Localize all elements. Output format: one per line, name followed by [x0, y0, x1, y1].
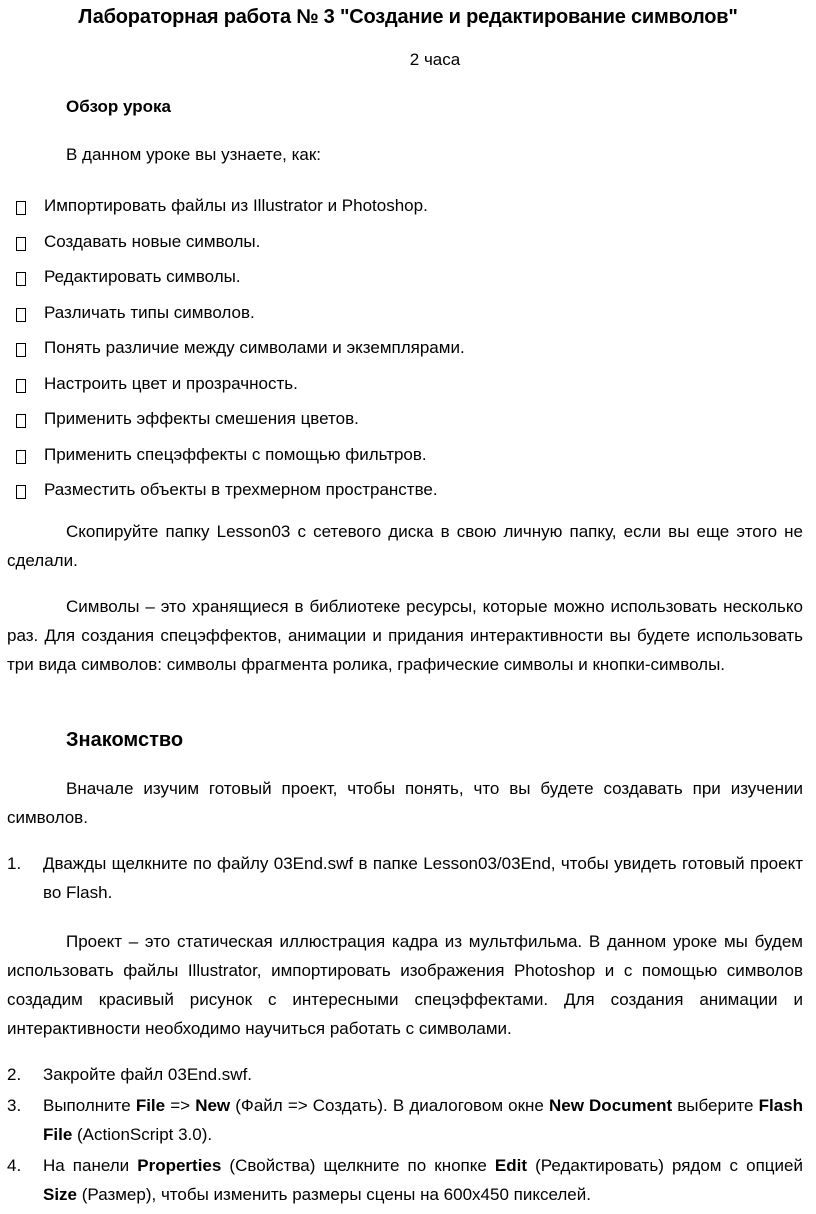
- checkbox-bullet-icon: [16, 414, 26, 428]
- symbols-paragraph: Символы – это хранящиеся в библиотеке ресурсы, которые можно использовать несколько раз. Для создания спецэффектов, анимации и придания интерактивности вы будете использовать три вида символов: символы фрагмента ролика, графические символы и кнопки-символы.: [7, 597, 803, 674]
- checkbox-bullet-icon: [16, 485, 26, 499]
- step-item: 1. Дважды щелкните по файлу 03End.swf в папке Lesson03/03End, чтобы увидеть готовый проект во Flash.: [7, 854, 803, 902]
- project-paragraph: Проект – это статическая иллюстрация кадра из мультфильма. В данном уроке мы будем использовать файлы Illustrator, импортировать изображения Photoshop и с помощью символов создадим красивый рисунок с интересными спецэффектами. Для создания анимации и интерактивности необходимо научиться работать с символами.: [7, 932, 803, 1038]
- checkbox-bullet-icon: [16, 379, 26, 393]
- steps-list-2: [7, 1060, 803, 1211]
- checkbox-bullet-icon: [16, 272, 26, 286]
- overview-heading: Обзор урока: [66, 97, 171, 116]
- list-item: Создавать новые символы.: [12, 232, 465, 268]
- checkbox-bullet-icon: [16, 450, 26, 464]
- list-item: Редактировать символы.: [12, 267, 465, 303]
- intro-text: В данном уроке вы узнаете, как:: [66, 145, 322, 164]
- list-item: Применить спецэффекты с помощью фильтров.: [12, 445, 465, 481]
- page-title: Лабораторная работа № 3 "Создание и редактирование символов": [78, 6, 738, 28]
- list-item: Настроить цвет и прозрачность.: [12, 374, 465, 410]
- list-item: Понять различие между символами и экземплярами.: [12, 338, 465, 374]
- checkbox-bullet-icon: [16, 343, 26, 357]
- steps-list-1: [7, 849, 803, 907]
- list-item: Различать типы символов.: [12, 303, 465, 339]
- copy-folder-paragraph: Скопируйте папку Lesson03 с сетевого диска в свою личную папку, если вы еще этого не сделали.: [7, 522, 803, 570]
- acquaintance-heading: Знакомство: [66, 729, 184, 751]
- step-item: 2. Закройте файл 03End.swf.: [7, 1065, 253, 1084]
- duration-label: 2 часа: [409, 50, 461, 69]
- checkbox-bullet-icon: [16, 201, 26, 215]
- checkbox-bullet-icon: [16, 308, 26, 322]
- checkbox-bullet-icon: [16, 237, 26, 251]
- list-item: Применить эффекты смешения цветов.: [12, 409, 465, 445]
- step-item: 3. Выполните File => New (Файл => Создать). В диалоговом окне New Document выберите Flash File (ActionScript 3.0).: [7, 1096, 804, 1144]
- objectives-list: [12, 196, 465, 516]
- list-item: Импортировать файлы из Illustrator и Photoshop.: [12, 196, 465, 232]
- list-item: Разместить объекты в трехмерном пространстве.: [12, 480, 465, 516]
- step-item: 4. На панели Properties (Свойства) щелкните по кнопке Edit (Редактировать) рядом с опцией Size (Размер), чтобы изменить размеры сцены на 600x450 пикселей.: [7, 1156, 803, 1204]
- study-paragraph: Вначале изучим готовый проект, чтобы понять, что вы будете создавать при изучении символов.: [7, 779, 803, 827]
